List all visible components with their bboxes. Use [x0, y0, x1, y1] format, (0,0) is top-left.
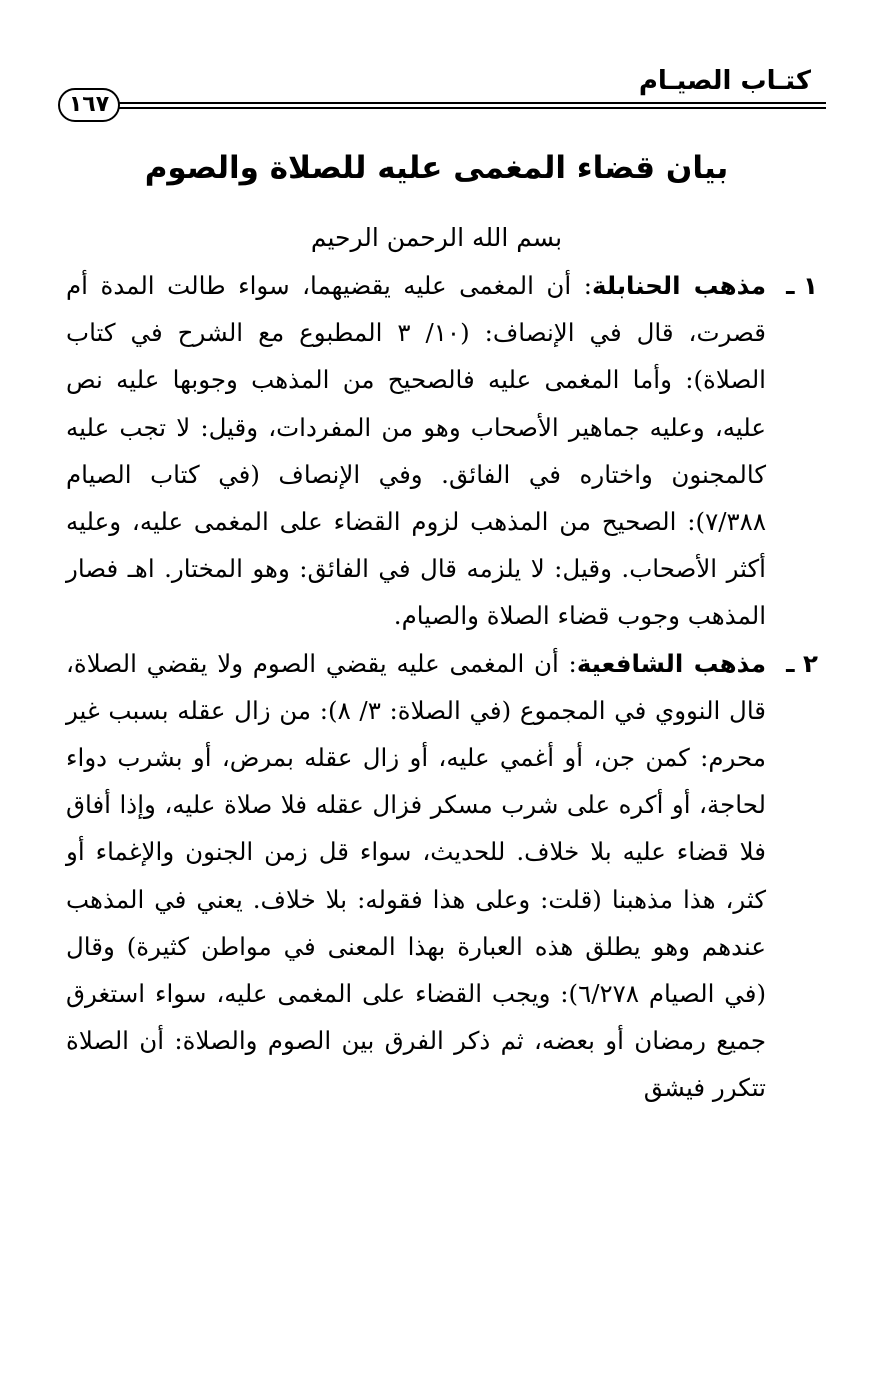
item-body — [66, 262, 766, 640]
item-text: : أن المغمى عليه يقضيهما، سواء طالت المدة أم قصرت، قال في الإنصاف: (١٠/ ٣ المطبوع مع الشرح في كتاب الصلاة): وأما المغمى عليه فالصحيح من المذهب وجوبها عليه نص عليه، وعليه جماهير الأصحاب وهو من المفردات، وقيل: لا تجب عليه كالمجنون واختاره في الفائق. وفي الإنصاف (في كتاب الصيام ٧/٣٨٨): الصحيح من المذهب لزوم القضاء على المغمى عليه، وعليه أكثر الأصحاب. وقيل: لا يلزمه قال في الفائق: وهو المختار. اهـ فصار المذهب وجوب قضاء الصلاة والصيام. — [66, 271, 766, 631]
item-number: ١ ـ — [786, 271, 818, 300]
section-title: بيان قضاء المغمى عليه للصلاة والصوم — [144, 150, 729, 186]
running-header-title: كتـاب الصيـام — [638, 66, 811, 96]
header-rule-bottom — [118, 107, 826, 109]
school-name: مذهب الشافعية — [576, 648, 766, 678]
item-number: ٢ ـ — [786, 648, 818, 678]
header-rule-top — [118, 102, 826, 104]
item-text: : أن المغمى عليه يقضي الصوم ولا يقضي الصلاة، قال النووي في المجموع (في الصلاة: ٣/ ٨): من زال عقله بسبب غير محرم: كمن جن، أو أغمي عليه، أو زال عقله بمرض، أو بشرب دواء لحاجة، أو أكره على شرب مسكر فزال عقله فلا صلاة عليه، وإذا أفاق فلا قضاء عليه بلا خلاف. للحديث، سواء قل زمن الجنون والإغماء أو كثر، هذا مذهبنا (قلت: وعلى هذا فقوله: بلا خلاف. يعني في المذهب عندهم وهو يطلق هذه العبارة بهذا المعنى في مواطن كثيرة) وقال (في الصيام ٦/٢٧٨): ويجب القضاء على المغمى عليه، سواء استغرق جميع رمضان أو بعضه، ثم ذكر الفرق بين الصوم والصلاة: أن الصلاة تتكرر فيشق — [66, 648, 767, 1103]
school-name: مذهب الحنابلة — [591, 271, 766, 300]
body-text — [66, 262, 818, 1112]
basmala: بسم الله الرحمن الرحيم — [310, 223, 563, 252]
page-number-badge: ١٦٧ — [58, 88, 120, 122]
item-body — [66, 640, 766, 1112]
list-item-hanabila — [66, 262, 818, 640]
list-item-shafiiyya — [66, 640, 818, 1112]
